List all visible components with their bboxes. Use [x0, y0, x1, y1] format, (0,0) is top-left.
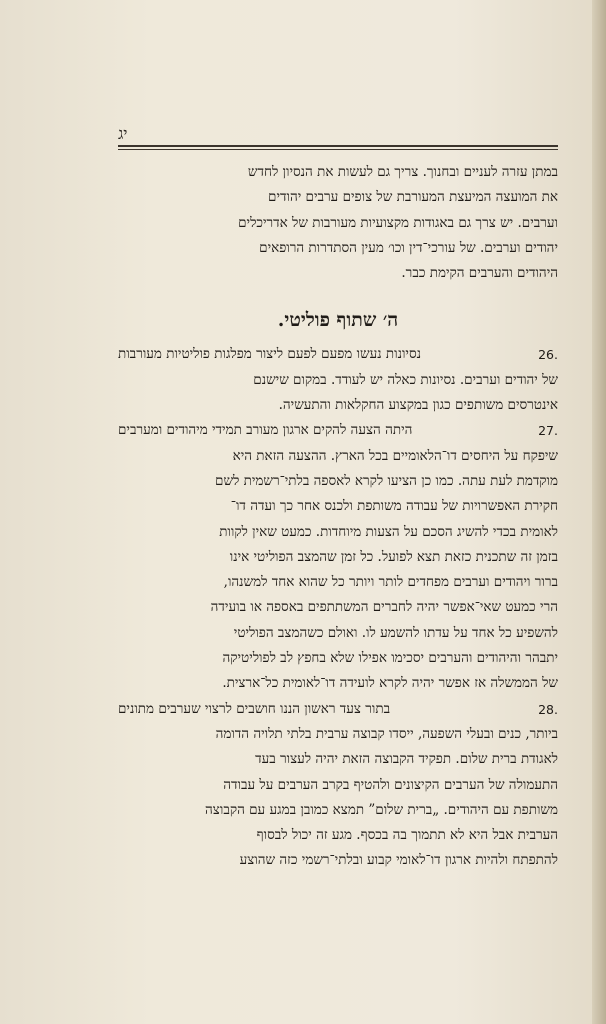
header-rule: [118, 145, 558, 147]
text-line: וערבים. יש צרך גם באגודות מקצועיות מעורבות של אדריכלים: [238, 214, 558, 231]
text-line: של יהודים וערבים. נסיונות כאלה יש לעודד. במקום שישנם: [253, 371, 558, 388]
paragraph-first-line: [118, 697, 558, 722]
text-line: ברור ויהודים וערבים מפחדים לותר ויותר כל שהוא אחד למשנהו,: [223, 574, 558, 591]
body-text: [118, 160, 558, 874]
text-line: במתן עזרה לעניים ובחנוך. צריך גם לעשות את הנסיון לחדש: [247, 164, 558, 180]
section-heading: ה׳ שתוף פוליטי.: [277, 309, 399, 332]
text-line: בתור צעד ראשון הננו חושבים לרצוי שערבים מתונים: [118, 700, 391, 717]
text-line: אינטרסים משותפים כגון במקצוע החקלאות והתעשיה.: [278, 397, 558, 414]
text-line: את המועצה המיעצת המעורבת של צופים ערבים יהודים: [268, 189, 558, 206]
text-line: הערבית אבל היא לא תתמוך בה בכסף. מגע זה יכול לבסוף: [256, 827, 558, 844]
text-line: בזמן זה שתכנית כזאת תצא לפועל. כל זמן שהמצב הפוליטי אינו: [229, 548, 558, 565]
header-rule-thin: [118, 149, 558, 150]
text-line: משותפת עם היהודים. „ברית שלום” תמצא כמובן במגע עם הקבוצה: [205, 801, 558, 818]
page-edge: [592, 0, 606, 1024]
paragraph-number: 26.: [538, 347, 558, 363]
text-line: נסיונות נעשו מפעם לפעם ליצור מפלגות פוליטיות מעורבות: [118, 346, 422, 363]
text-line: יתבהר והיהודים והערבים יסכימו אפילו שלא בחפץ לב לפוליטיקה: [222, 650, 558, 667]
text-line: לאומית בכדי להשיג הסכם על הצעות מיוחדות. כמעט שאין לקוות: [219, 523, 558, 540]
text-line: מוקדמת לעת עתה. כמו כן הציעו לקרא לאספה בלתי־רשמית לשם: [215, 472, 558, 489]
paragraph-first-line: [118, 418, 558, 443]
text-line: היהודים והערבים הקימת כבר.: [401, 265, 558, 282]
paragraph-number: 28.: [538, 701, 558, 717]
page-number: יג: [118, 124, 128, 143]
text-line: התעמולה של הערבים הקיצונים ולהטיף בקרב הערבים על עבודה: [223, 776, 558, 793]
page-header: [118, 122, 558, 152]
paragraph-first-line: [118, 342, 558, 367]
text-line: להשפיע כל אחד על עדתו להשמע לו. ואולם כשהמצב הפוליטי: [233, 624, 558, 641]
text-line: יהודים וערבים. של עורכי־דין וכו׳ מעין הסתדרות הרופאים: [259, 239, 558, 256]
text-line: חקירת האפשרויות של עבודה משותפת ולכנס אחר כך ועדה דו־: [230, 498, 558, 515]
text-line: הרי כמעט שאי־אפשר יהיה לחברים המשתתפים באספה או בועידה: [210, 599, 558, 616]
paragraph-number: 27.: [538, 423, 558, 439]
text-line: של הממשלה אז אפשר יהיה לקרא לועידה דו־לאומית כל־ארצית.: [222, 675, 558, 692]
text-line: שיפקח על היחסים דו־הלאומיים בכל הארץ. ההצעה הזאת היא: [232, 447, 558, 464]
text-line: להתפתח ולהיות ארגון דו־לאומי קבוע ובלתי־רשמי כזה שהוצע: [239, 852, 558, 869]
text-line: לאגודת ברית שלום. תפקיד הקבוצה הזאת יהיה לעצור בעד: [255, 751, 558, 768]
text-line: היתה הצעה להקים ארגון מעורב תמידי מיהודים ומערבים: [118, 422, 413, 439]
text-line: ביותר, כנים ובעלי השפעה, ייסדו קבוצה ערבית בלתי תלויה הדומה: [215, 725, 558, 742]
